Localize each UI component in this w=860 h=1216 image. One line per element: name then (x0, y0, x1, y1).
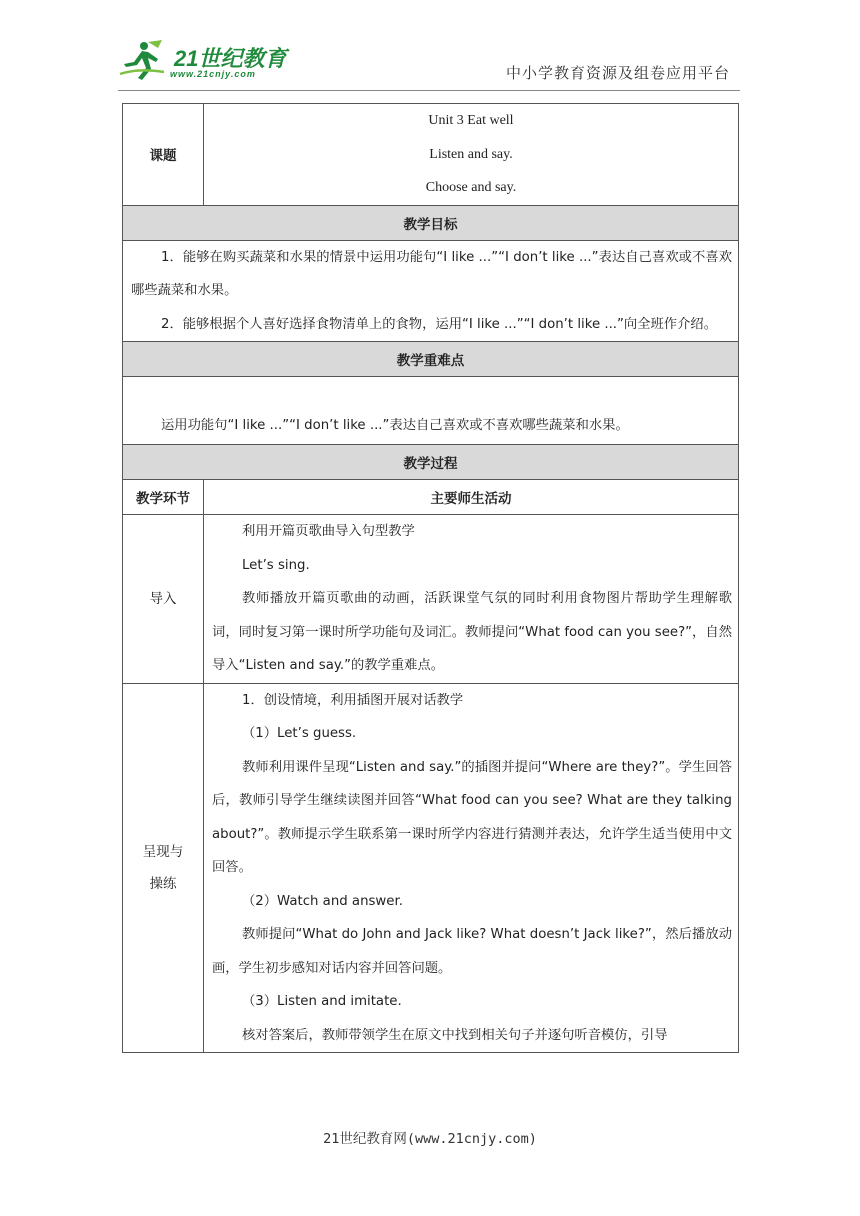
logo-text: 21世纪教育 (174, 46, 287, 71)
stage-activities (204, 683, 739, 1053)
activity-column-header: 主要师生活动 (204, 480, 739, 515)
process-columns-row (123, 480, 739, 515)
stage-label-line: 呈现与 (142, 843, 184, 860)
activity-paragraph: 教师播放开篇页歌曲的动画，活跃课堂气氛的同时利用食物图片帮助学生理解歌词，同时复习第一课时所学功能句及词汇。教师提问“What food can you see?”，自然导入“Listen and say.”的教学重难点。 (212, 591, 732, 673)
goals-row (123, 240, 739, 342)
page-footer[interactable]: 21世纪教育网(www.21cnjy.com) (323, 1131, 537, 1147)
key-points-text: 运用功能句“I like ...”“I don’t like ...”表达自己喜欢或不喜欢哪些蔬菜和水果。 (161, 417, 629, 433)
stage-label: 导入 (123, 515, 204, 684)
goals-heading-row (123, 205, 739, 240)
stage-activities (204, 515, 739, 684)
process-heading: 教学过程 (123, 445, 739, 480)
goal-item: 2．能够根据个人喜好选择食物清单上的食物，运用“I like ...”“I don’t like ...”向全班作介绍。 (161, 316, 717, 332)
stage-row (123, 515, 739, 684)
activity-paragraph: （1）Let’s guess. (242, 726, 357, 741)
title-line: Choose and say. (425, 180, 517, 195)
key-points-content (123, 377, 739, 445)
platform-tagline: 中小学教育资源及组卷应用平台 (505, 64, 730, 82)
lesson-plan-table (122, 103, 739, 1053)
process-heading-row (123, 445, 739, 480)
page-header (0, 0, 860, 100)
stage-row (123, 683, 739, 1053)
key-points-row (123, 377, 739, 445)
key-points-heading-row (123, 342, 739, 377)
activity-paragraph: （3）Listen and imitate. (242, 994, 402, 1009)
goals-content (123, 240, 739, 342)
stage-label (123, 683, 204, 1053)
activity-paragraph: Let’s sing. (242, 557, 310, 573)
activity-paragraph: 利用开篇页歌曲导入句型教学 (242, 524, 415, 539)
key-points-heading: 教学重难点 (123, 342, 739, 377)
activity-paragraph: 教师提问“What do John and Jack like? What doesn’t Jack like?”，然后播放动画，学生初步感知对话内容并回答问题。 (212, 927, 732, 976)
header-divider (118, 90, 740, 91)
topic-label: 课题 (123, 104, 204, 206)
stage-column-header: 教学环节 (123, 480, 204, 515)
runner-logo-icon (118, 38, 174, 82)
activity-paragraph: 核对答案后，教师带领学生在原文中找到相关句子并逐句听音模仿，引导 (242, 1027, 668, 1043)
activity-paragraph: 教师利用课件呈现“Listen and say.”的插图并提问“Where are they?”。学生回答后，教师引导学生继续读图并回答“What food can you see? What are they talking about?”。教师提示学生联系第一课时所学内容进行猜测并表达，允许学生适当使用中文回答。 (212, 759, 732, 875)
goal-item: 1．能够在购买蔬菜和水果的情景中运用功能句“I like ...”“I don’t like ...”表达自己喜欢或不喜欢哪些蔬菜和水果。 (131, 249, 732, 298)
site-logo[interactable] (118, 38, 288, 86)
activity-paragraph: 1．创设情境，利用插图开展对话教学 (242, 692, 464, 708)
title-line: Unit 3 Eat well (428, 113, 514, 128)
stage-label-line: 操练 (149, 875, 177, 892)
topic-row (123, 104, 739, 206)
goals-heading: 教学目标 (123, 205, 739, 240)
logo-url: www.21cnjy.com (170, 69, 256, 79)
activity-paragraph: （2）Watch and answer. (242, 893, 403, 909)
title-line: Listen and say. (429, 146, 513, 162)
lesson-title (204, 104, 739, 206)
